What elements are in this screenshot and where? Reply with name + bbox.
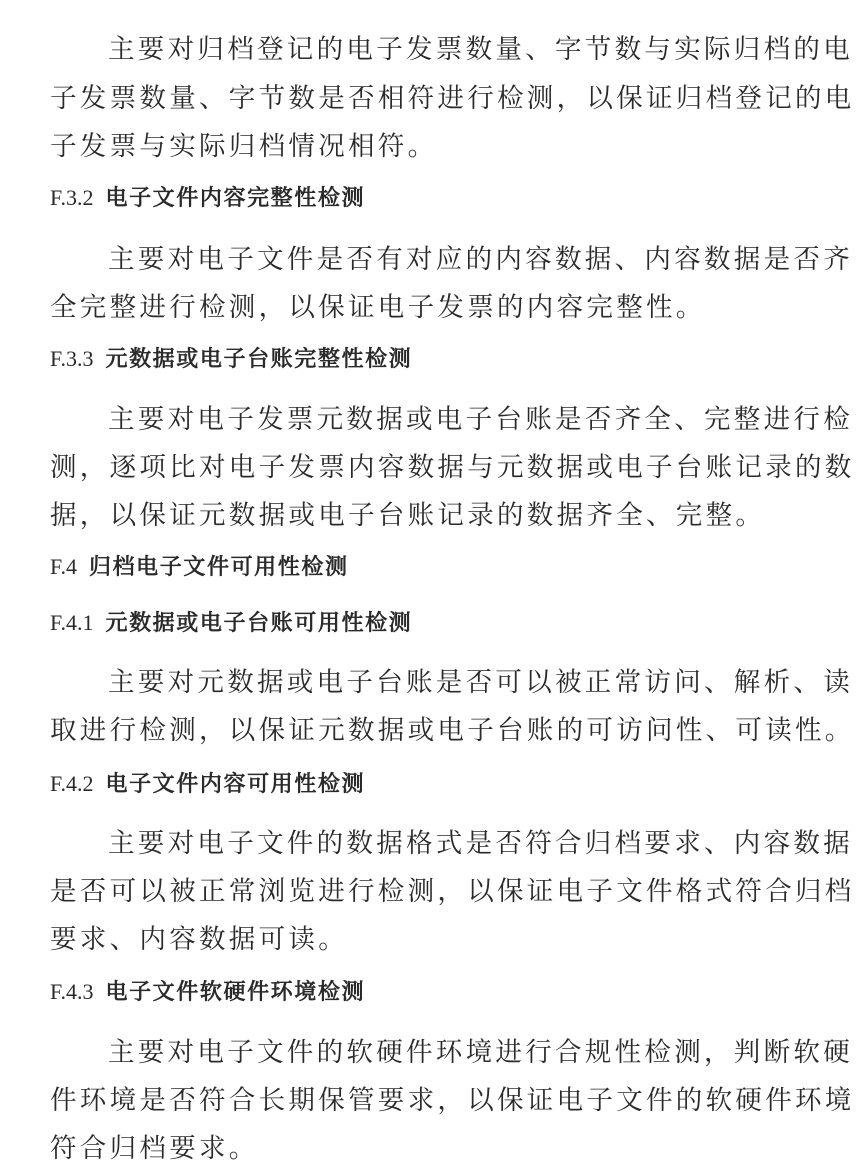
- paragraph-line: 是否可以被正常浏览进行检测，以保证电子文件格式符合归档: [50, 876, 855, 907]
- paragraph-line: 主要对归档登记的电子发票数量、字节数与实际归档的电: [108, 34, 853, 65]
- section-number: F.3.2: [50, 185, 94, 210]
- paragraph-line: 符合归档要求。: [50, 1133, 259, 1164]
- section-heading-f33: [50, 342, 810, 373]
- section-number: F.4.3: [50, 979, 94, 1004]
- section-title: 电子文件内容可用性检测: [105, 771, 366, 797]
- section-title: 电子文件内容完整性检测: [105, 185, 366, 211]
- paragraph-line: 子发票数量、字节数是否相符进行检测，以保证归档登记的电: [50, 83, 855, 114]
- section-heading-f42: [50, 767, 810, 798]
- paragraph-line: 要求、内容数据可读。: [50, 924, 348, 955]
- paragraph-line: 主要对电子文件是否有对应的内容数据、内容数据是否齐: [108, 244, 853, 275]
- paragraph-line: 全完整进行检测，以保证电子发票的内容完整性。: [50, 292, 706, 323]
- section-number: F.4.2: [50, 771, 94, 796]
- paragraph-line: 子发票与实际归档情况相符。: [50, 131, 438, 162]
- section-heading-f41: [50, 606, 810, 637]
- section-number: F.4.1: [50, 610, 94, 635]
- paragraph-line: 取进行检测，以保证元数据或电子台账的可访问性、可读性。: [50, 715, 855, 746]
- paragraph-line: 主要对电子发票元数据或电子台账是否齐全、完整进行检: [108, 404, 853, 435]
- section-heading-f4: [50, 550, 810, 581]
- section-heading-f43: [50, 975, 810, 1006]
- section-title: 元数据或电子台账可用性检测: [105, 610, 413, 636]
- section-title: 归档电子文件可用性检测: [88, 554, 349, 580]
- section-number: F.3.3: [50, 346, 94, 371]
- paragraph-line: 据，以保证元数据或电子台账记录的数据齐全、完整。: [50, 500, 766, 531]
- section-heading-f32: [50, 181, 810, 212]
- paragraph-line: 测，逐项比对电子发票内容数据与元数据或电子台账记录的数: [50, 452, 855, 483]
- section-title: 电子文件软硬件环境检测: [105, 979, 366, 1005]
- section-number: F.4: [50, 554, 77, 579]
- section-title: 元数据或电子台账完整性检测: [105, 346, 413, 372]
- paragraph-line: 件环境是否符合长期保管要求，以保证电子文件的软硬件环境: [50, 1085, 855, 1116]
- paragraph-line: 主要对元数据或电子台账是否可以被正常访问、解析、读: [108, 667, 853, 698]
- paragraph-line: 主要对电子文件的软硬件环境进行合规性检测，判断软硬: [108, 1037, 853, 1068]
- paragraph-line: 主要对电子文件的数据格式是否符合归档要求、内容数据: [108, 828, 853, 859]
